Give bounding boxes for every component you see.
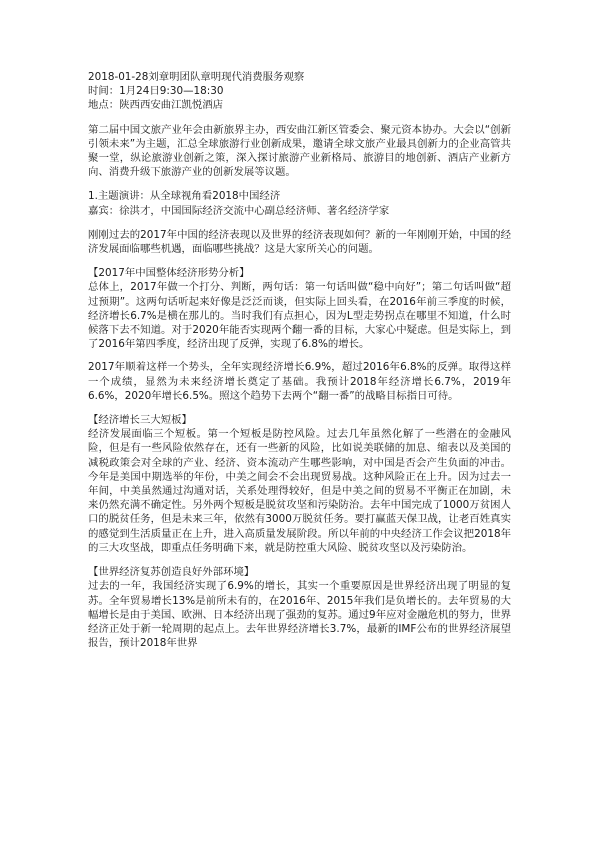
section-heading: 【2017年中国整体经济形势分析】 [88, 267, 250, 280]
header-block [88, 70, 511, 113]
section-heading: 【经济增长三大短板】 [88, 414, 192, 427]
section-paragraph: 总体上，2017年做一个打分、判断，两句话：第一句话叫做“稳中向好”；第二句话叫做“超过预期”。这两句话听起来好像是泛泛而谈，但实际上回头看，在2016年前三季度的时候，经济增长6.7%是横在那儿的。当时我们有点担心，因为L型走势拐点在哪里不知道，什么时候落下去不知道。对于2020年能否实现两个翻一番的目标，大家心中疑虑。但是实际上，到了2016年第四季度，经济出现了反弹，实现了6.8%的增长。 [88, 281, 511, 351]
event-time: 时间：1月24日9:30—18:30 [88, 85, 224, 98]
section-paragraph: 2017年顺着这样一个势头，全年实现经济增长6.9%，超过2016年6.8%的反弹。取得这样一个成绩，显然为未来经济增长奠定了基础。我预计2018年经济增长6.7%，2019年6.6%，2020年增长6.5%。照这个趋势下去两个“翻一番”的战略目标指日可待。 [88, 361, 511, 402]
section-paragraph: 过去的一年，我国经济实现了6.9%的增长，其实一个重要原因是世界经济出现了明显的复苏。全年贸易增长13%是前所未有的，在2016年、2015年我们是负增长的。去年贸易的大幅增长是由于美国、欧洲、日本经济出现了强劲的复苏。通过9年应对金融危机的努力，世界经济正处于新一轮周期的起点上。去年世界经济增长3.7%，最新的IMF公布的世界经济展望报告，预计2018年世界 [88, 580, 511, 650]
speech-guest: 嘉宾：徐洪才，中国国际经济交流中心副总经济师、著名经济学家 [88, 204, 390, 217]
document-title: 2018-01-28刘章明团队章明现代消费服务观察 [88, 71, 305, 83]
section-economy-2017 [88, 266, 511, 403]
speech-info [88, 189, 511, 217]
event-place: 地点：陕西西安曲江凯悦酒店 [88, 99, 224, 112]
section-paragraph: 经济发展面临三个短板。第一个短板是防控风险。过去几年虽然化解了一些潜在的金融风险，但是有一些风险依然存在，还有一些新的风险，比如说美联储的加息、缩表以及美国的减税政策会对全球的产业、经济、资本流动产生哪些影响，对中国是否会产生负面的冲击。今年是美国中期选举的年份，中美之间会不会出现贸易战。这种风险正在上升。因为过去一年间，中美虽然通过沟通对话，关系处理得较好，但是中美之间的贸易不平衡正在加剧，未来仍然充满不确定性。另外两个短板是脱贫攻坚和污染防治。去年中国完成了1000万贫困人口的脱贫任务，但是未来三年，依然有3000万脱贫任务。要打赢蓝天保卫战，让老百姓真实的感觉到生活质量正在上升，进入高质量发展阶段。所以年前的中央经济工作会议把2018年的三大攻坚战，即重点任务明确下来，就是防控重大风险、脱贫攻坚以及污染防治。 [88, 428, 511, 554]
opening-paragraph: 刚刚过去的2017年中国的经济表现以及世界的经济表现如何？新的一年刚刚开始，中国的经济发展面临哪些机遇，面临哪些挑战？这是大家所关心的问题。 [88, 228, 511, 256]
section-three-shortboards [88, 413, 511, 555]
speech-topic: 1.主题演讲：从全球视角看2018中国经济 [88, 190, 281, 203]
section-world-recovery [88, 565, 511, 650]
intro-paragraph: 第二届中国文旅产业年会由新旅界主办，西安曲江新区管委会、聚元资本协办。大会以“创新引领未来”为主题，汇总全球旅游行业创新成果，邀请全球文旅产业最具创新力的企业高管共聚一堂，纵论旅游业创新之策，深入探讨旅游产业新格局、旅游目的地创新、酒店产业新方向、消费升级下旅游产业的创新发展等议题。 [88, 123, 511, 179]
section-heading: 【世界经济复苏创造良好外部环境】 [88, 566, 255, 579]
